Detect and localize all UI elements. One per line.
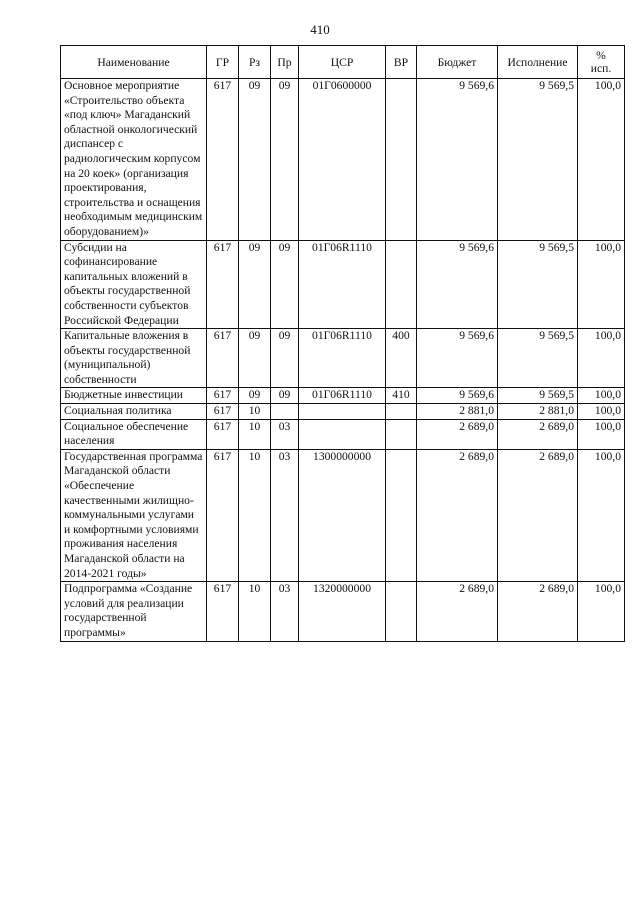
cell-name: Социальное обеспечение населения	[61, 419, 207, 449]
cell-percent: 100,0	[578, 240, 625, 329]
header-percent-label: исп.	[590, 62, 612, 75]
cell-name: Подпрограмма «Создание условий для реализации государственной программы»	[61, 582, 207, 641]
cell-percent: 100,0	[578, 449, 625, 581]
cell-rz: 10	[239, 582, 271, 641]
header-percent-sign: %	[596, 49, 606, 62]
cell-csr	[299, 404, 386, 420]
cell-gr: 617	[207, 582, 239, 641]
table-row	[61, 449, 625, 581]
cell-percent: 100,0	[578, 404, 625, 420]
cell-execution: 9 569,5	[498, 388, 578, 404]
cell-vr	[386, 404, 417, 420]
cell-execution: 2 881,0	[498, 404, 578, 420]
cell-pr: 09	[271, 240, 299, 329]
cell-pr: 03	[271, 419, 299, 449]
cell-percent: 100,0	[578, 329, 625, 388]
cell-pr: 03	[271, 449, 299, 581]
header-csr: ЦСР	[299, 46, 386, 79]
cell-vr	[386, 449, 417, 581]
cell-execution: 2 689,0	[498, 582, 578, 641]
cell-vr	[386, 79, 417, 241]
cell-execution: 2 689,0	[498, 419, 578, 449]
cell-execution: 9 569,5	[498, 79, 578, 241]
cell-gr: 617	[207, 329, 239, 388]
header-gr: ГР	[207, 46, 239, 79]
cell-vr	[386, 240, 417, 329]
cell-rz: 10	[239, 449, 271, 581]
cell-gr: 617	[207, 449, 239, 581]
cell-csr: 01Г06R1110	[299, 240, 386, 329]
budget-execution-table	[60, 45, 625, 642]
cell-budget: 9 569,6	[417, 388, 498, 404]
header-rz: Рз	[239, 46, 271, 79]
cell-budget: 2 689,0	[417, 582, 498, 641]
table-row	[61, 79, 625, 241]
cell-rz: 09	[239, 79, 271, 241]
table-body	[61, 79, 625, 642]
cell-name: Социальная политика	[61, 404, 207, 420]
cell-percent: 100,0	[578, 582, 625, 641]
cell-pr: 09	[271, 329, 299, 388]
cell-pr: 09	[271, 388, 299, 404]
cell-pr	[271, 404, 299, 420]
cell-name: Основное мероприятие «Строительство объекта «под ключ» Магаданский областной онкологический диспансер с радиологическим корпусом на 20 коек» (организация проектирования, строительства и оснащения необходимым медицинским оборудованием)»	[61, 79, 207, 241]
header-execution: Исполнение	[498, 46, 578, 79]
cell-vr	[386, 582, 417, 641]
cell-pr: 03	[271, 582, 299, 641]
cell-rz: 10	[239, 419, 271, 449]
cell-percent: 100,0	[578, 419, 625, 449]
cell-csr: 01Г06R1110	[299, 388, 386, 404]
cell-rz: 09	[239, 240, 271, 329]
cell-gr: 617	[207, 404, 239, 420]
cell-gr: 617	[207, 240, 239, 329]
cell-csr: 1300000000	[299, 449, 386, 581]
cell-pr: 09	[271, 79, 299, 241]
table-header-row	[61, 46, 625, 79]
cell-budget: 2 689,0	[417, 449, 498, 581]
cell-execution: 2 689,0	[498, 449, 578, 581]
cell-budget: 2 689,0	[417, 419, 498, 449]
header-percent	[578, 46, 625, 79]
cell-percent: 100,0	[578, 388, 625, 404]
cell-rz: 09	[239, 388, 271, 404]
table-row	[61, 329, 625, 388]
cell-rz: 09	[239, 329, 271, 388]
table-row	[61, 404, 625, 420]
page-number: 410	[310, 22, 330, 37]
cell-vr: 400	[386, 329, 417, 388]
cell-execution: 9 569,5	[498, 240, 578, 329]
cell-budget: 9 569,6	[417, 329, 498, 388]
cell-rz: 10	[239, 404, 271, 420]
cell-budget: 9 569,6	[417, 79, 498, 241]
cell-execution: 9 569,5	[498, 329, 578, 388]
table-row	[61, 240, 625, 329]
header-name: Наименование	[61, 46, 207, 79]
cell-name: Государственная программа Магаданской области «Обеспечение качественными жилищно-коммунальными услугами и комфортными условиями проживания населения Магаданской области на 2014-2021 годы»	[61, 449, 207, 581]
table-row	[61, 582, 625, 641]
cell-gr: 617	[207, 419, 239, 449]
header-vr: ВР	[386, 46, 417, 79]
cell-gr: 617	[207, 79, 239, 241]
cell-percent: 100,0	[578, 79, 625, 241]
cell-name: Субсидии на софинансирование капитальных вложений в объекты государственной собственности субъектов Российской Федерации	[61, 240, 207, 329]
table-row	[61, 388, 625, 404]
cell-csr: 01Г06R1110	[299, 329, 386, 388]
cell-budget: 2 881,0	[417, 404, 498, 420]
cell-gr: 617	[207, 388, 239, 404]
cell-csr: 1320000000	[299, 582, 386, 641]
cell-name: Капитальные вложения в объекты государственной (муниципальной) собственности	[61, 329, 207, 388]
cell-csr	[299, 419, 386, 449]
cell-budget: 9 569,6	[417, 240, 498, 329]
cell-vr: 410	[386, 388, 417, 404]
header-budget: Бюджет	[417, 46, 498, 79]
cell-vr	[386, 419, 417, 449]
table-row	[61, 419, 625, 449]
header-pr: Пр	[271, 46, 299, 79]
cell-name: Бюджетные инвестиции	[61, 388, 207, 404]
cell-csr: 01Г0600000	[299, 79, 386, 241]
